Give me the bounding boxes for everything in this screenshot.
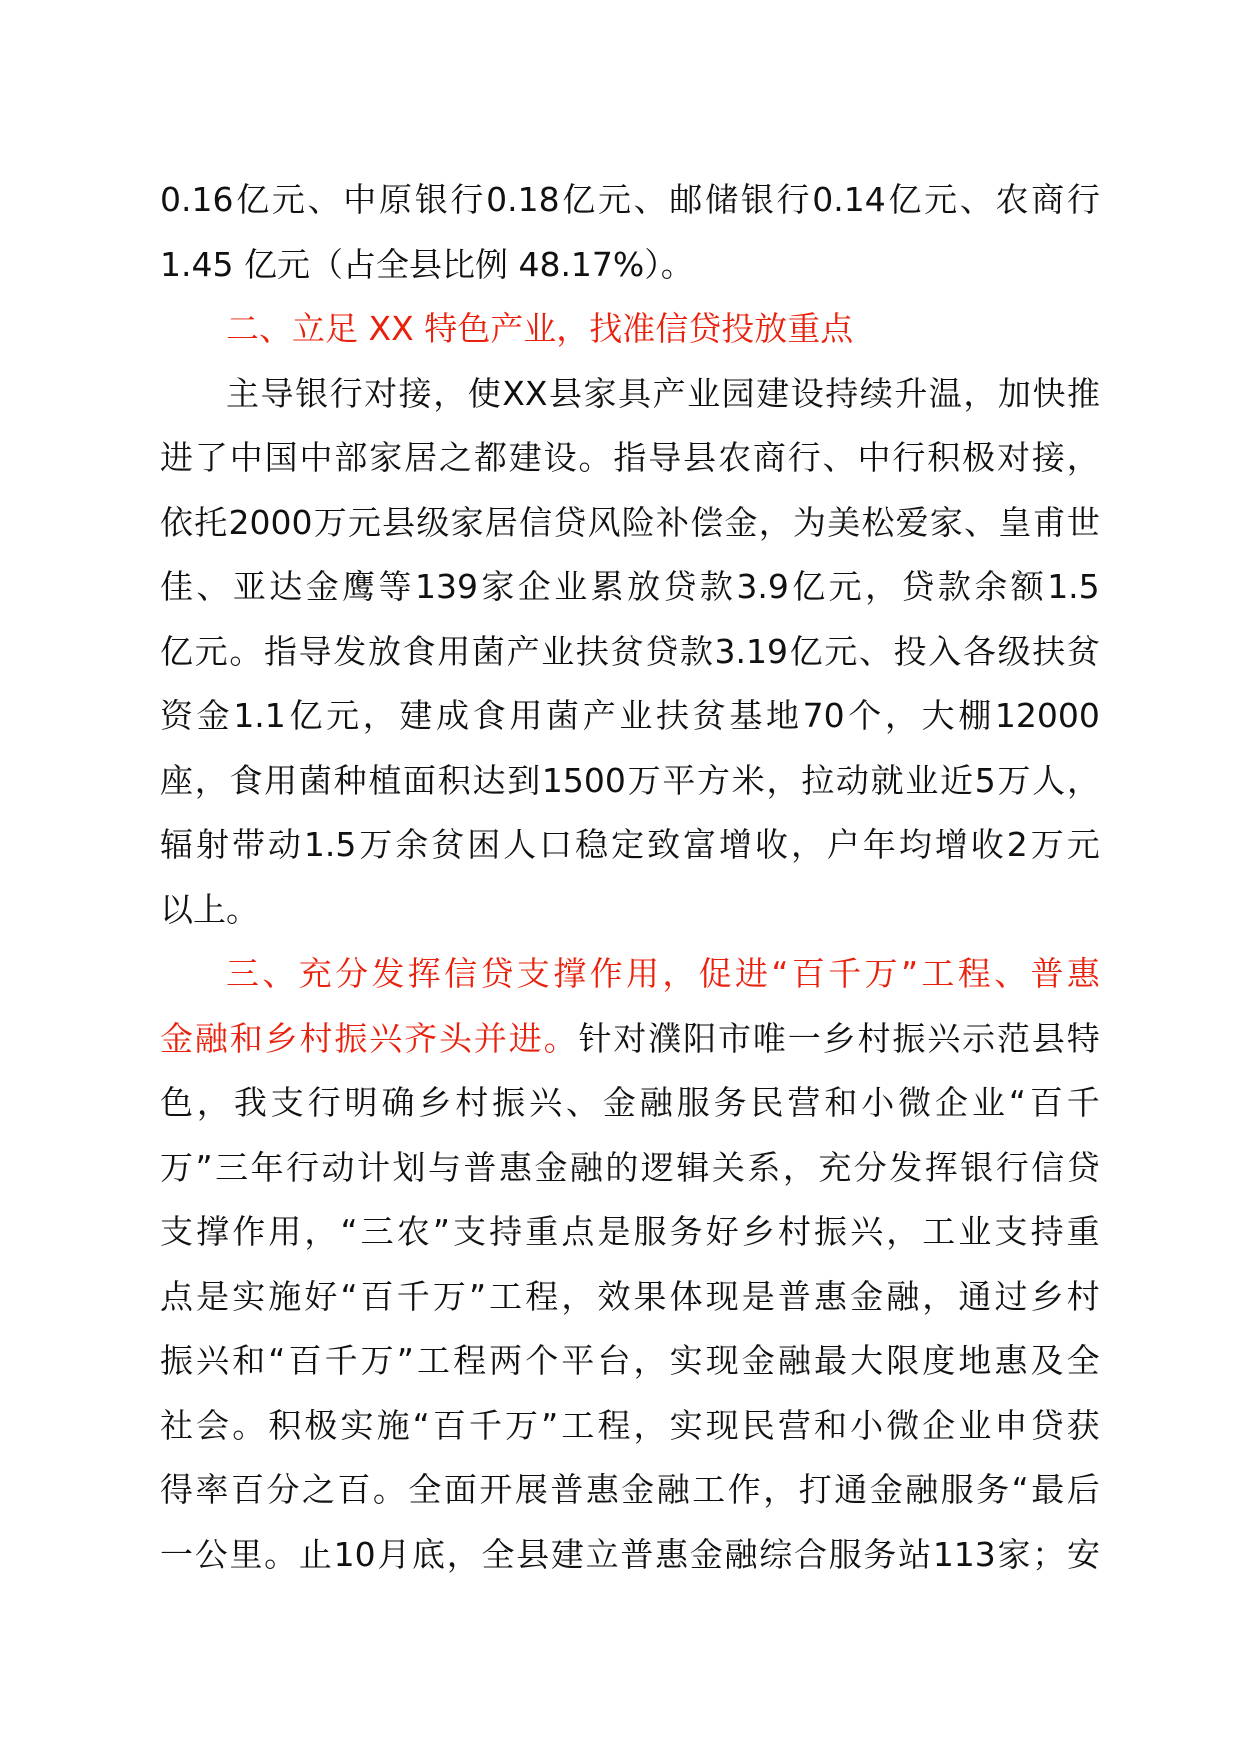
body-text-line: 万 ” 三 年 行 动 计 划 与 普 惠 金 融 的 逻 辑 关 系 ， 充 分 发 挥 银 行 信 贷	[160, 1147, 1100, 1187]
body-text-line: 社 会 。 积 极 实 施 “ 百 千 万 ” 工 程 ， 实 现 民 营 和 小 微 企 业 申 贷 获	[160, 1405, 1100, 1445]
line-text: 以上。	[160, 889, 259, 929]
body-text-line: 色 ， 我 支 行 明 确 乡 村 振 兴 、 金 融 服 务 民 营 和 小 微 企 业 “ 百 千	[160, 1083, 1100, 1122]
section-heading-line: 三 、 充 分 发 挥 信 贷 支 撑 作 用 ， 促 进 “ 百 千 万 ” 工 程 、 普 惠	[226, 954, 1100, 993]
body-text-line: 金 融 和 乡 村 振 兴 齐 头 并 进 。 针 对 濮 阳 市 唯 一 乡 村 振 兴 示 范 县 特	[160, 1018, 1100, 1058]
body-text-line: 佳 、 亚 达 金 鹰 等 139 家 企 业 累 放 贷 款 3.9 亿 元 ， 贷 款 余 额 1.5	[160, 567, 1100, 606]
body-text-line	[160, 878, 1100, 943]
body-text-line: 支 撑 作 用 ， “ 三 农 ” 支 持 重 点 是 服 务 好 乡 村 振 兴 ， 工 业 支 持 重	[160, 1212, 1100, 1251]
body-text-line	[160, 233, 1100, 298]
body-text-line: 进 了 中 国 中 部 家 居 之 都 建 设 。 指 导 县 农 商 行 、 中 行 积 极 对 接 ，	[160, 438, 1100, 477]
body-text-line: 0.16 亿 元 、 中 原 银 行 0.18 亿 元 、 邮 储 银 行 0.14 亿 元 、 农 商 行	[160, 180, 1100, 219]
body-text-line: 辐 射 带 动 1.5 万 余 贫 困 人 口 稳 定 致 富 增 收 ， 户 年 均 增 收 2 万 元	[160, 825, 1100, 864]
document-body	[160, 168, 1100, 1587]
section-heading-line	[160, 297, 1100, 362]
body-text-line: 资 金 1.1 亿 元 ， 建 成 食 用 菌 产 业 扶 贫 基 地 70 个 ， 大 棚 12000	[160, 696, 1100, 735]
body-text-line: 振 兴 和 “ 百 千 万 ” 工 程 两 个 平 台 ， 实 现 金 融 最 大 限 度 地 惠 及 全	[160, 1341, 1100, 1380]
line-text: 1.45 亿元（占全县比例 48.17%）。	[160, 244, 694, 284]
body-text-line: 一 公 里 。 止 10 月 底 ， 全 县 建 立 普 惠 金 融 综 合 服 务 站 113 家 ； 安	[160, 1534, 1100, 1574]
body-text-line: 得 率 百 分 之 百 。 全 面 开 展 普 惠 金 融 工 作 ， 打 通 金 融 服 务 “ 最 后	[160, 1470, 1100, 1509]
body-text-line: 主 导 银 行 对 接 ， 使 XX 县 家 具 产 业 园 建 设 持 续 升 温 ， 加 快 推	[226, 373, 1100, 413]
body-text-line: 点 是 实 施 好 “ 百 千 万 ” 工 程 ， 效 果 体 现 是 普 惠 金 融 ， 通 过 乡 村	[160, 1276, 1100, 1316]
body-text-line: 亿 元 。 指 导 发 放 食 用 菌 产 业 扶 贫 贷 款 3.19 亿 元 、 投 入 各 级 扶 贫	[160, 631, 1100, 671]
line-text: 二、立足 XX 特色产业，找准信贷投放重点	[226, 309, 854, 348]
body-text-line: 座 ， 食 用 菌 种 植 面 积 达 到 1500 万 平 方 米 ， 拉 动 就 业 近 5 万 人 ，	[160, 760, 1100, 800]
body-text-line: 依 托 2000 万 元 县 级 家 居 信 贷 风 险 补 偿 金 ， 为 美 松 爱 家 、 皇 甫 世	[160, 502, 1100, 542]
